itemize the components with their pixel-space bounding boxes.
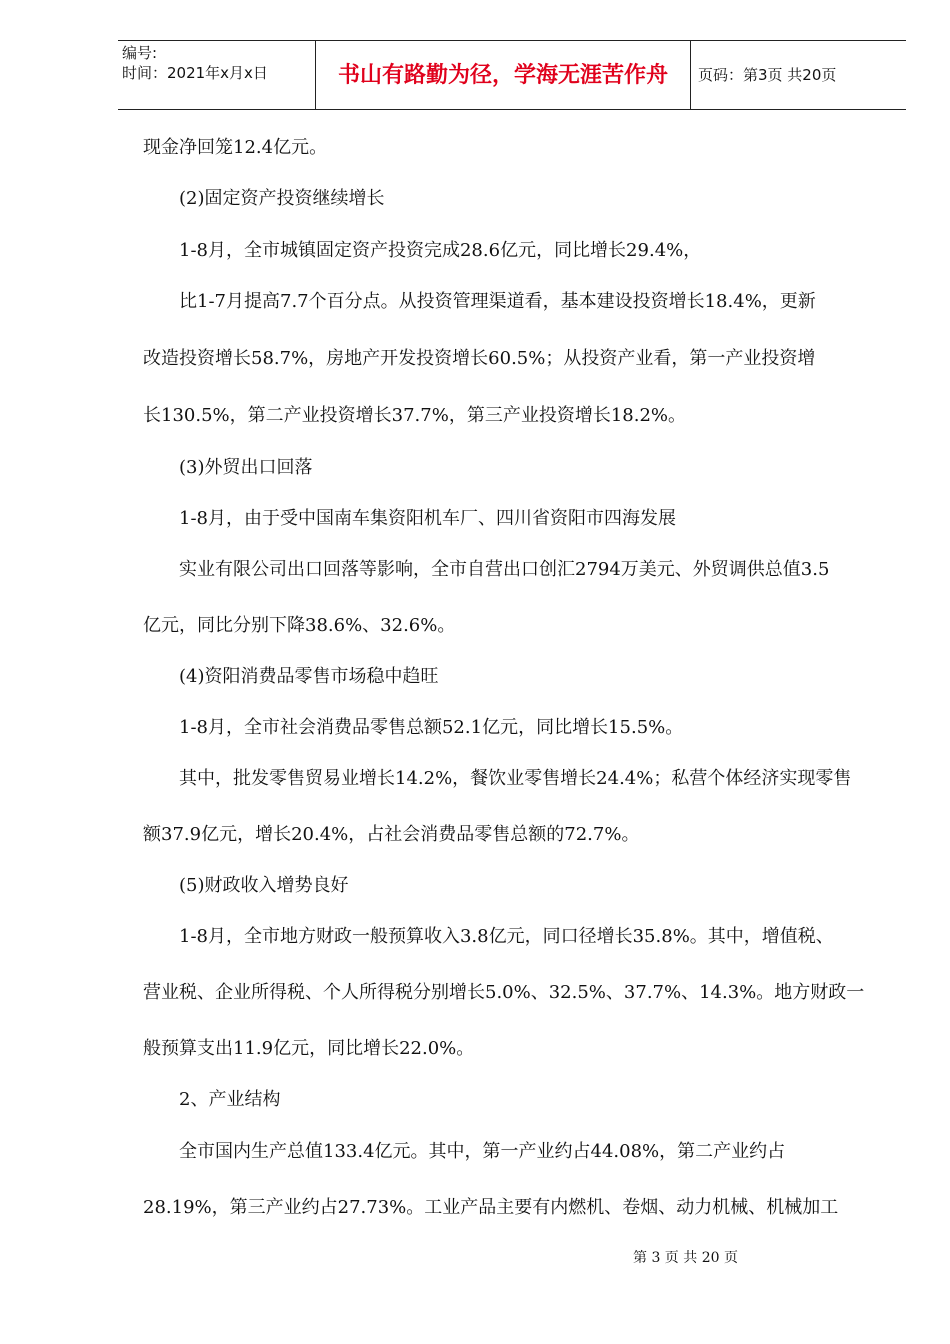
header-divider <box>690 41 691 109</box>
document-number-label: 编号: <box>122 44 158 62</box>
body-line-18: 般预算支出11.9亿元，同比增长22.0%。 <box>143 1038 475 1059</box>
body-line-1: 现金净回笼12.4亿元。 <box>143 137 328 158</box>
header-meta <box>118 41 314 109</box>
page-footer: 第 3 页 共 20 页 <box>633 1250 738 1266</box>
section-heading-retail: (4)资阳消费品零售市场稳中趋旺 <box>179 666 439 687</box>
body-line-4: 比1-7月提高7.7个百分点。从投资管理渠道看，基本建设投资增长18.4%，更新 <box>179 291 816 312</box>
body-line-5: 改造投资增长58.7%，房地产开发投资增长60.5%；从投资产业看，第一产业投资增 <box>143 348 816 369</box>
body-line-6: 长130.5%，第二产业投资增长37.7%，第三产业投资增长18.2%。 <box>143 405 686 426</box>
body-line-20: 全市国内生产总值133.4亿元。其中，第一产业约占44.08%，第二产业约占 <box>179 1141 786 1162</box>
body-line-21: 28.19%，第三产业约占27.73%。工业产品主要有内燃机、卷烟、动力机械、机械加工 <box>143 1197 839 1218</box>
body-line-8: 1-8月，由于受中国南车集资阳机车厂、四川省资阳市四海发展 <box>179 508 676 529</box>
body-line-13: 其中，批发零售贸易业增长14.2%，餐饮业零售增长24.4%；私营个体经济实现零售 <box>179 768 852 789</box>
body-line-3: 1-8月，全市城镇固定资产投资完成28.6亿元，同比增长29.4%， <box>179 240 702 261</box>
header-page-number: 页码：第3页 共20页 <box>698 66 837 84</box>
page-header <box>118 40 906 110</box>
document-time-label: 时间：2021年x月x日 <box>122 64 268 82</box>
body-line-14: 额37.9亿元，增长20.4%，占社会消费品零售总额的72.7%。 <box>143 824 640 845</box>
section-heading-industry-structure: 2、产业结构 <box>179 1089 281 1110</box>
body-line-9: 实业有限公司出口回落等影响，全市自营出口创汇2794万美元、外贸调供总值3.5 <box>179 559 830 580</box>
section-heading-foreign-trade: (3)外贸出口回落 <box>179 457 313 478</box>
section-heading-fiscal: (5)财政收入增势良好 <box>179 875 349 896</box>
body-line-17: 营业税、企业所得税、个人所得税分别增长5.0%、32.5%、37.7%、14.3%。地方财政一 <box>143 982 865 1003</box>
section-heading-fixed-asset: (2)固定资产投资继续增长 <box>179 188 385 209</box>
body-line-12: 1-8月，全市社会消费品零售总额52.1亿元，同比增长15.5%。 <box>179 717 684 738</box>
body-line-10: 亿元，同比分别下降38.6%、32.6%。 <box>143 615 456 636</box>
header-motto: 书山有路勤为径，学海无涯苦作舟 <box>337 62 668 88</box>
body-line-16: 1-8月，全市地方财政一般预算收入3.8亿元，同口径增长35.8%。其中，增值税、 <box>179 926 834 947</box>
